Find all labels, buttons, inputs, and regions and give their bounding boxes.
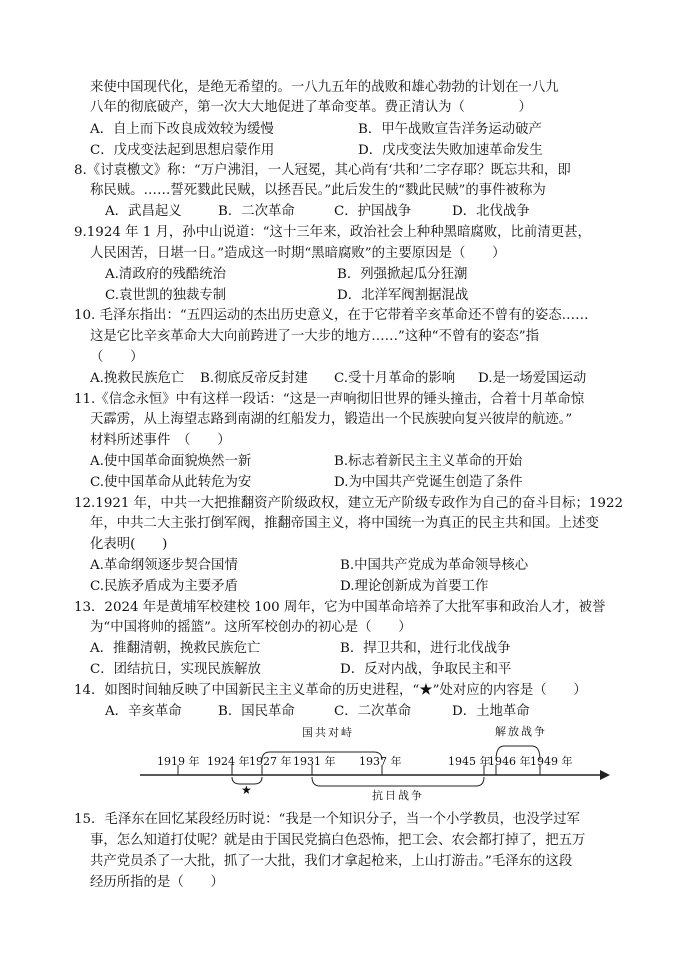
q8-option-a[interactable]: A．武昌起义: [105, 204, 182, 219]
q7-option-a[interactable]: A．自上而下改良成效较为缓慢: [90, 122, 274, 137]
q9-stem-line: 人民困苦，日堪一日。”造成这一时期“黑暗腐败”的主要原因是（ ）: [90, 246, 506, 261]
q11-option-a[interactable]: A.使中国革命面貌焕然一新: [90, 454, 252, 469]
q14-option-b[interactable]: B．国民革命: [218, 704, 295, 719]
q11-option-d[interactable]: D.为中国共产党诞生创造了条件: [334, 475, 523, 490]
q11-option-b[interactable]: B.标志着新民主主义革命的开始: [334, 454, 523, 469]
q9-stem-line: 9.1924 年 1 月，孙中山说道：“这十三年来，政治社会上种种黑暗腐败，比前清更甚，: [74, 225, 591, 240]
q10-answer-blank: （ ）: [90, 350, 144, 365]
q10-option-d[interactable]: D.是一场爱国运动: [478, 371, 587, 386]
q8-option-c[interactable]: C．护国战争: [334, 204, 412, 219]
timeline-year-label: 1924 年: [207, 755, 250, 768]
q9-option-c[interactable]: C.袁世凯的独裁专制: [105, 288, 227, 303]
q14-stem-line: 14．如图时间轴反映了中国新民主主义革命的历史进程，“★”处对应的内容是（ ）: [74, 683, 587, 698]
q12-option-a[interactable]: A.革命纲领逐步契合国情: [90, 558, 238, 573]
q13-option-c[interactable]: C．团结抗日，实现民族解放: [90, 662, 261, 677]
q11-option-c[interactable]: C.使中国革命从此转危为安: [90, 475, 252, 490]
q12-option-c[interactable]: C.民族矛盾成为主要矛盾: [90, 579, 238, 594]
q7-option-c[interactable]: C．戊戌变法起到思想启蒙作用: [90, 143, 275, 158]
q8-option-d[interactable]: D．北伐战争: [452, 204, 530, 219]
q11-stem-line: 天霹雳，从上海望志路到南湖的红船发力，锻造出一个民族驶向复兴彼岸的航迹。”: [90, 412, 573, 427]
q15-stem-line: 共产党员杀了一大批，抓了一大批，我们才拿起枪来，上山打游击。”毛泽东的这段: [90, 854, 573, 869]
q10-stem-line: 这是它比辛亥革命大大向前跨进了一大步的地方……”这种“不曾有的姿态”指: [90, 329, 540, 344]
timeline-year-label: 1945 年: [448, 755, 491, 768]
timeline-year-label: 1949 年: [530, 755, 573, 768]
q14-option-a[interactable]: A．辛亥革命: [105, 704, 182, 719]
q12-stem-line: 年，中共二大主张打倒军阀，推翻帝国主义，将中国统一为真正的民主共和国。上述变: [90, 516, 599, 531]
q13-option-a[interactable]: A．推翻清朝，挽救民族危亡: [90, 641, 261, 656]
q15-stem-line: 经历所指的是（ ）: [90, 875, 224, 890]
q13-stem-line: 13．2024 年是黄埔军校建校 100 周年，它为中国革命培养了大批军事和政治人才，被誉: [74, 600, 606, 615]
q13-option-b[interactable]: B．捍卫共和，进行北伐战争: [340, 641, 511, 656]
jiefang-label: 解放战争: [495, 725, 547, 738]
q10-stem-line: 10. 毛泽东指出：“五四运动的杰出历史意义，在于它带着辛亥革命还不曾有的姿态……: [74, 308, 589, 323]
q9-option-a[interactable]: A.清政府的残酷统治: [105, 267, 227, 282]
q15-stem-line: 事，怎么知道打仗呢？就是由于国民党搞白色恐怖，把工会、农会都打掉了，把五万: [90, 833, 586, 848]
q14-option-d[interactable]: D．土地革命: [452, 704, 530, 719]
q11-stem-line: 11.《信念永恒》中有这样一段话：“这是一声响彻旧世界的锤头撞击，合着十月革命惊: [74, 392, 585, 407]
q14-option-c[interactable]: C．二次革命: [334, 704, 412, 719]
kangri-bracket: [312, 777, 484, 786]
timeline-year-label: 1931 年: [293, 755, 336, 768]
q10-option-a[interactable]: A.挽救民族危亡: [90, 371, 185, 386]
q10-option-b[interactable]: B.彻底反帝反封建: [200, 371, 308, 386]
timeline-year-label: 1927 年: [249, 755, 292, 768]
q8-option-b[interactable]: B．二次革命: [218, 204, 295, 219]
timeline-year-label: 1919 年: [157, 755, 200, 768]
q12-stem-line: 12.1921 年，中共一大把推翻资产阶级政权，建立无产阶级专政作为自己的奋斗目标；1922: [74, 496, 623, 511]
q8-stem-line: 称民贼。……誓死戮此民贼，以拯吾民。”此后发生的“戮此民贼”的事件被称为: [90, 183, 546, 198]
kangri-label: 抗日战争: [372, 789, 424, 802]
q13-option-d[interactable]: D．反对内战，争取民主和平: [340, 662, 512, 677]
timeline-year-label: 1946 年: [488, 755, 531, 768]
q7-stem-line: 八年的彻底破产，第一次大大地促进了革命变革。费正清认为（ ）: [90, 100, 532, 115]
timeline-year-label: 1937 年: [359, 755, 402, 768]
q11-stem-line: 材料所述事件 （ ）: [90, 433, 231, 448]
star-icon: ★: [241, 783, 252, 797]
q12-option-d[interactable]: D.理论创新成为首要工作: [340, 579, 489, 594]
q12-option-b[interactable]: B.中国共产党成为革命领导核心: [340, 558, 529, 573]
q8-stem-line: 8.《讨袁檄文》称：“万户沸泪，一人冠冕，其心尚有‘共和’二字存耶？既忘共和，即: [74, 163, 571, 178]
q7-stem-line: 来使中国现代化，是绝无希望的。一八九五年的战败和雄心勃勃的计划在一八九: [90, 80, 559, 95]
q10-option-c[interactable]: C.受十月革命的影响: [334, 371, 456, 386]
q15-stem-line: 15．毛泽东在回忆某段经历时说：“我是一个知识分子，当一个小学教员，也没学过军: [74, 812, 580, 827]
q13-stem-line: 为“中国将帅的摇篮”。这所军校创办的初心是（ ）: [90, 620, 412, 635]
timeline-arrow-icon: [600, 770, 610, 780]
q9-option-b[interactable]: B．列强掀起瓜分狂潮: [337, 267, 468, 282]
q12-stem-line: 化表明( ): [90, 537, 168, 552]
q9-option-d[interactable]: D．北洋军阀割据混战: [337, 288, 469, 303]
gongdui-label: 国共对峙: [302, 726, 354, 739]
q7-option-d[interactable]: D．戊戌变法失败加速革命发生: [358, 143, 543, 158]
q7-option-b[interactable]: B．甲午战败宣告洋务运动破产: [358, 122, 542, 137]
